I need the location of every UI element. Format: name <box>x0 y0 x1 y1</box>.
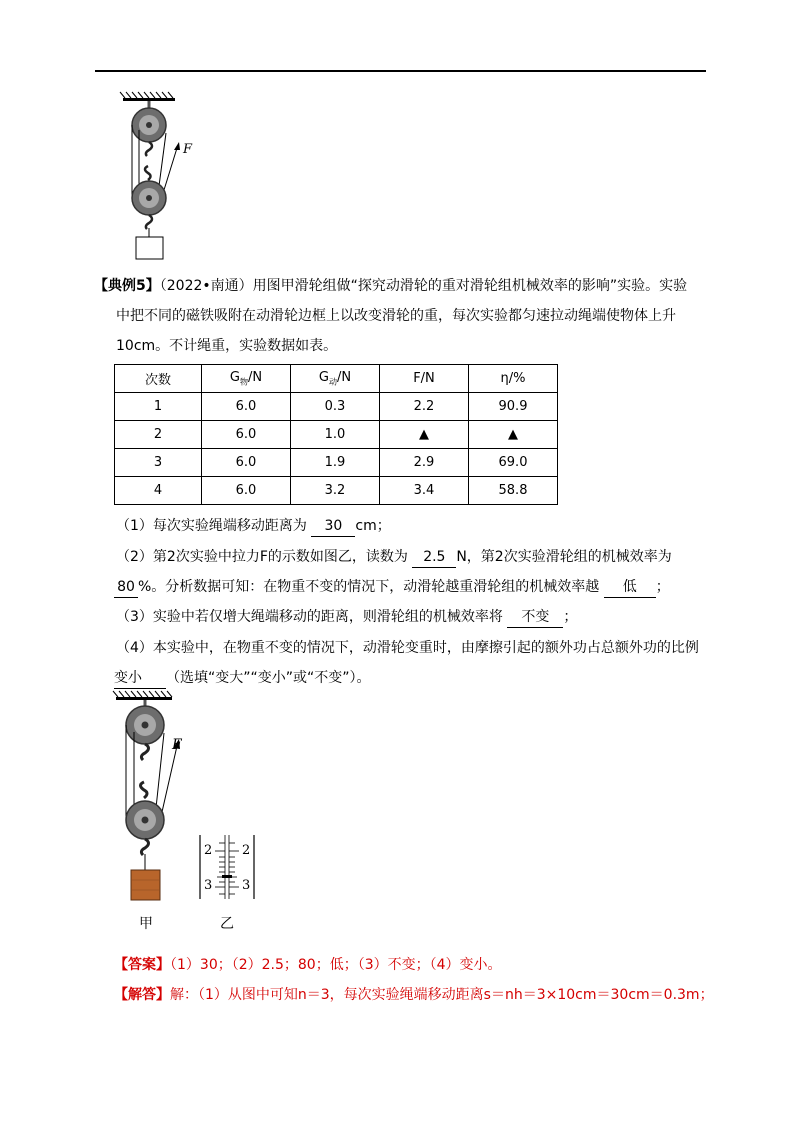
header-count: 次数 <box>115 365 202 393</box>
answer-blank-1: 30 <box>311 516 355 537</box>
cell-count: 3 <box>115 449 202 477</box>
answer-blank-2: 2.5 <box>412 547 456 568</box>
force-label-top: F <box>183 142 193 157</box>
example-line-1 <box>94 276 687 296</box>
question-2-line-1: （2）第2次实验中拉力F的示数如图乙，读数为 2.5 N，第2次实验滑轮组的机械效率为 <box>116 547 672 568</box>
figure-label-jia: 甲 <box>139 916 153 932</box>
pulley-figure-top <box>115 90 205 262</box>
cell-efficiency: 69.0 <box>469 449 558 477</box>
cell-force: 3.4 <box>380 477 469 505</box>
example-line-3: 10cm。不计绳重，实验数据如表。 <box>116 338 338 354</box>
header-force: F/N <box>380 365 469 393</box>
question-4-line-1: （4）本实验中，在物重不变的情况下，动滑轮变重时，由摩擦引起的额外功占总额外功的比例 <box>116 640 699 656</box>
cell-efficiency: 90.9 <box>469 393 558 421</box>
table-row <box>115 393 558 421</box>
answer-text: （1）30；（2）2.5；80；低；（3）不变；（4）变小。 <box>170 957 502 973</box>
example-source: （2022•南通） <box>159 278 253 294</box>
force-label-bottom: F <box>172 737 182 753</box>
cell-force: 2.9 <box>380 449 469 477</box>
cell-pulley-weight: 1.0 <box>291 421 380 449</box>
cell-efficiency: ▲ <box>469 421 558 449</box>
data-table <box>114 364 558 505</box>
example-line-2: 中把不同的磁铁吸附在动滑轮边框上以改变滑轮的重，每次实验都匀速拉动绳端使物体上升 <box>116 308 676 324</box>
solution-line <box>114 985 714 1005</box>
cell-count: 4 <box>115 477 202 505</box>
example-tag: 【典例5】 <box>94 278 160 294</box>
cell-pulley-weight: 0.3 <box>291 393 380 421</box>
answer-blank-3: 80 <box>114 577 138 598</box>
question-2-line-2: 80 %。分析数据可知：在物重不变的情况下，动滑轮越重滑轮组的机械效率越 低 ； <box>114 577 670 598</box>
cell-efficiency: 58.8 <box>469 477 558 505</box>
answer-blank-6: 变小 <box>114 668 166 689</box>
question-3: （3）实验中若仅增大绳端移动的距离，则滑轮组的机械效率将 不变 ； <box>116 607 577 628</box>
scale-number-2-right: 2 <box>242 843 251 858</box>
pulley-figure-jia <box>110 688 205 910</box>
solution-text: 解：（1）从图中可知n＝3，每次实验绳端移动距离s＝nh＝3×10cm＝30cm＝0.3m； <box>170 987 714 1003</box>
cell-count: 1 <box>115 393 202 421</box>
header-rule <box>95 70 706 72</box>
answer-line <box>114 955 502 975</box>
header-object-weight: $G_物/N$ <box>202 365 291 393</box>
answer-blank-5: 不变 <box>507 607 563 628</box>
header-efficiency: η/% <box>469 365 558 393</box>
example-text-1: 用图甲滑轮组做“探究动滑轮的重对滑轮组机械效率的影响”实验。实验 <box>252 278 688 294</box>
table-row <box>115 421 558 449</box>
table-row <box>115 477 558 505</box>
cell-pulley-weight: 1.9 <box>291 449 380 477</box>
cell-object-weight: 6.0 <box>202 393 291 421</box>
cell-object-weight: 6.0 <box>202 449 291 477</box>
question-4-line-2: 变小 （选填“变大”“变小”或“不变”）。 <box>114 668 371 689</box>
solution-tag: 【解答】 <box>114 987 170 1003</box>
answer-tag: 【答案】 <box>114 957 170 973</box>
cell-force: ▲ <box>380 421 469 449</box>
table-row <box>115 449 558 477</box>
cell-count: 2 <box>115 421 202 449</box>
cell-force: 2.2 <box>380 393 469 421</box>
scale-number-2-left: 2 <box>204 843 213 858</box>
cell-object-weight: 6.0 <box>202 477 291 505</box>
cell-object-weight: 6.0 <box>202 421 291 449</box>
cell-pulley-weight: 3.2 <box>291 477 380 505</box>
scale-number-3-right: 3 <box>242 878 251 893</box>
question-1: （1）每次实验绳端移动距离为 30 cm； <box>116 516 391 537</box>
table-header-row <box>115 365 558 393</box>
answer-blank-4: 低 <box>604 577 656 598</box>
header-pulley-weight: $G_动/N$ <box>291 365 380 393</box>
figure-label-yi: 乙 <box>220 916 234 932</box>
scale-number-3-left: 3 <box>204 878 213 893</box>
